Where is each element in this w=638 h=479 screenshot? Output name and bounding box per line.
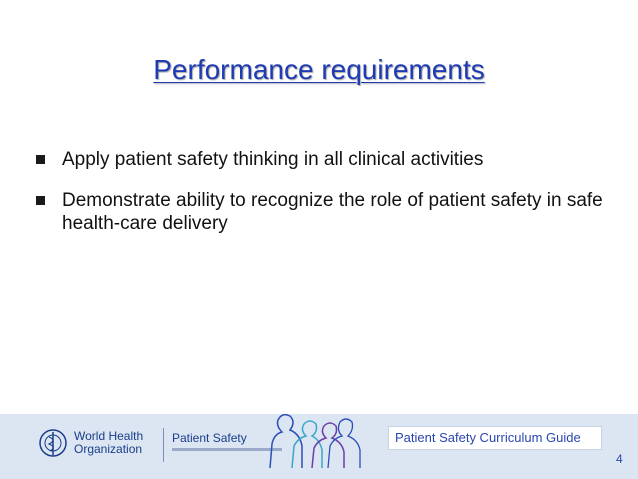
who-name-line1: World Health [74,429,144,443]
who-name-line2: Organization [74,442,143,456]
curriculum-guide-label [388,426,602,450]
slide-title: Performance requirements [153,54,485,85]
who-logo [38,428,268,466]
bullet-square-icon [36,196,45,205]
who-name [74,430,143,456]
patient-safety-label: Patient Safety [172,431,247,445]
curriculum-guide-text: Patient Safety Curriculum Guide [395,430,581,445]
people-silhouettes-icon [262,410,362,468]
bullet-item [32,148,612,171]
bullet-item [32,189,612,235]
bullet-text: Demonstrate ability to recognize the role of patient safety in safe health-care delivery [62,190,603,234]
bullet-square-icon [36,155,45,164]
bullet-text: Apply patient safety thinking in all clinical activities [62,149,484,170]
who-emblem-icon [38,428,68,458]
page-number: 4 [616,452,623,466]
bullet-list [32,148,612,253]
logo-divider [163,428,164,462]
